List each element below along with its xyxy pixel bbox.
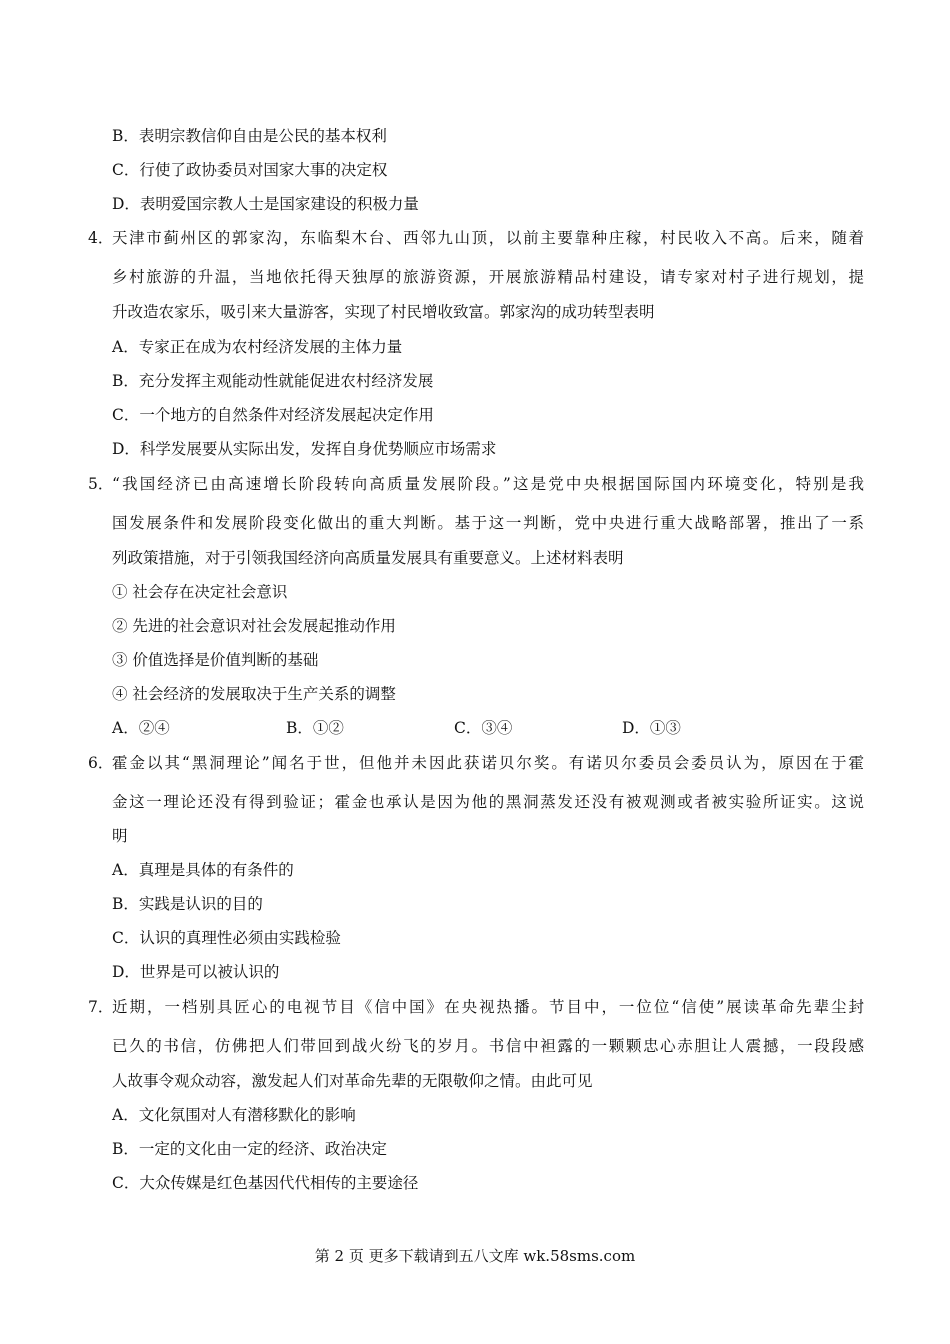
q3-option-c: C．行使了政协委员对国家大事的决定权: [112, 161, 388, 179]
q5-statement-4: ④ 社会经济的发展取决于生产关系的调整: [112, 685, 396, 703]
q6-stem-line-2: 金这一理论还没有得到验证；霍金也承认是因为他的黑洞蒸发还没有被观测或者被实验所证实。这说: [112, 793, 864, 811]
q6-stem-line-1: 霍金以其“黑洞理论”闻名于世，但他并未因此获诺贝尔奖。有诺贝尔委员会委员认为，原因在于霍: [112, 754, 864, 772]
q4-option-c: C．一个地方的自然条件对经济发展起决定作用: [112, 406, 434, 424]
q6-option-c: C．认识的真理性必须由实践检验: [112, 929, 341, 947]
q4-stem-line-2: 乡村旅游的升温，当地依托得天独厚的旅游资源，开展旅游精品村建设，请专家对村子进行规划，提: [112, 268, 864, 286]
q7-stem-line-2: 已久的书信，仿佛把人们带回到战火纷飞的岁月。书信中袒露的一颗颗忠心赤胆让人震撼，一段段感: [112, 1037, 864, 1055]
q5-option-a: A．②④: [112, 719, 170, 737]
q4-stem-line-1: 天津市蓟州区的郭家沟，东临梨木台、西邻九山顶，以前主要靠种庄稼，村民收入不高。后来，随着: [112, 229, 864, 247]
q7-option-c: C．大众传媒是红色基因代代相传的主要途径: [112, 1174, 419, 1192]
q5-option-c: C．③④: [454, 719, 513, 737]
q3-option-b: B．表明宗教信仰自由是公民的基本权利: [112, 127, 387, 145]
q7-option-b: B．一定的文化由一定的经济、政治决定: [112, 1140, 387, 1158]
q4-number: 4．: [88, 229, 114, 247]
q6-option-b: B．实践是认识的目的: [112, 895, 263, 913]
q4-option-a: A．专家正在成为农村经济发展的主体力量: [112, 338, 403, 356]
q6-option-a: A．真理是具体的有条件的: [112, 861, 294, 879]
q7-stem-line-1: 近期，一档别具匠心的电视节目《信中国》在央视热播。节目中，一位位“信使”展读革命先辈尘封: [112, 998, 864, 1016]
q4-stem-line-3: 升改造农家乐，吸引来大量游客，实现了村民增收致富。郭家沟的成功转型表明: [112, 303, 655, 321]
q5-option-b: B．①②: [286, 719, 344, 737]
q7-number: 7．: [88, 998, 114, 1016]
q6-stem-line-3: 明: [112, 827, 128, 845]
q5-statement-2: ② 先进的社会意识对社会发展起推动作用: [112, 617, 396, 635]
q5-statement-1: ① 社会存在决定社会意识: [112, 583, 288, 601]
q3-option-d: D．表明爱国宗教人士是国家建设的积极力量: [112, 195, 419, 213]
q6-number: 6．: [88, 754, 114, 772]
q5-option-d: D．①③: [622, 719, 681, 737]
q6-option-d: D．世界是可以被认识的: [112, 963, 280, 981]
q5-statement-3: ③ 价值选择是价值判断的基础: [112, 651, 319, 669]
q5-number: 5．: [88, 475, 114, 493]
q7-stem-line-3: 人故事令观众动容，激发起人们对革命先辈的无限敬仰之情。由此可见: [112, 1072, 593, 1090]
q5-stem-line-1: “我国经济已由高速增长阶段转向高质量发展阶段。”这是党中央根据国际国内环境变化，特别是我: [112, 475, 864, 493]
q5-stem-line-3: 列政策措施，对于引领我国经济向高质量发展具有重要意义。上述材料表明: [112, 549, 624, 567]
q4-option-b: B．充分发挥主观能动性就能促进农村经济发展: [112, 372, 434, 390]
page-footer: 第 2 页 更多下载请到五八文库 wk.58sms.com: [314, 1247, 636, 1265]
q7-option-a: A．文化氛围对人有潜移默化的影响: [112, 1106, 356, 1124]
q5-stem-line-2: 国发展条件和发展阶段变化做出的重大判断。基于这一判断，党中央进行重大战略部署，推出了一系: [112, 514, 864, 532]
q4-option-d: D．科学发展要从实际出发，发挥自身优势顺应市场需求: [112, 440, 497, 458]
